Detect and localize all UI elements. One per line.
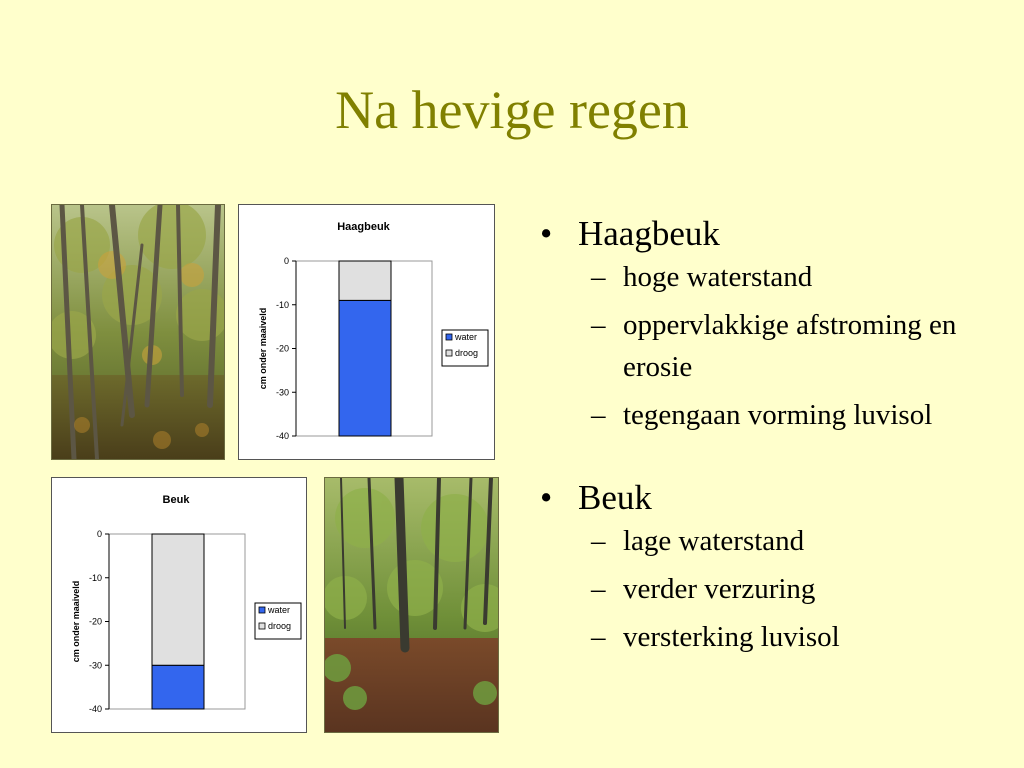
chart-title: Haagbeuk [337, 221, 390, 233]
sub-bullet: – oppervlakkige afstroming en erosie [540, 304, 1010, 388]
hornbeam-forest-photo [51, 204, 225, 460]
bullet-dot-icon: • [540, 478, 553, 517]
legend-swatch-water [446, 334, 452, 340]
bullet-haagbeuk: • Haagbeuk [540, 212, 1010, 256]
y-tick-label: -20 [275, 343, 289, 354]
legend-label: droog [268, 621, 292, 631]
legend-swatch-droog [446, 350, 452, 356]
sub-bullet: – versterking luvisol [540, 616, 1010, 658]
y-tick-label: -20 [88, 616, 102, 627]
y-tick-label: 0 [283, 256, 289, 266]
haagbeuk-chart [238, 204, 495, 460]
dash-icon: – [591, 399, 606, 431]
y-axis-label: cm onder maaiveld [71, 580, 81, 663]
beech-forest-photo [324, 477, 499, 733]
bar-segment-droog [339, 261, 391, 300]
dash-icon: – [591, 261, 606, 293]
bullet-dot-icon: • [540, 214, 553, 253]
y-tick-label: 0 [96, 529, 102, 539]
legend-label: droog [455, 348, 479, 358]
y-tick-label: -30 [88, 660, 102, 671]
bullet-list [540, 212, 1010, 658]
legend-swatch-droog [259, 623, 265, 629]
sub-bullet: – verder verzuring [540, 568, 1010, 610]
dash-icon: – [591, 309, 606, 341]
bar-segment-droog [152, 534, 204, 665]
dash-icon: – [591, 621, 606, 653]
sub-bullet: – tegengaan vorming luvisol [540, 394, 1010, 436]
dash-icon: – [591, 573, 606, 605]
beuk-chart [51, 477, 307, 733]
y-tick-label: -10 [275, 299, 289, 310]
bullet-beuk: • Beuk [540, 476, 1010, 520]
bar-segment-water [339, 300, 391, 436]
sub-bullet: – hoge waterstand [540, 256, 1010, 298]
y-tick-label: -30 [275, 387, 289, 398]
legend-label: water [455, 332, 478, 342]
legend-label: water [268, 605, 291, 615]
y-axis-label: cm onder maaiveld [258, 307, 268, 390]
legend-swatch-water [259, 607, 265, 613]
y-tick-label: -40 [275, 431, 289, 441]
bar-segment-water [152, 665, 204, 709]
sub-bullet: – lage waterstand [540, 520, 1010, 562]
y-tick-label: -40 [88, 704, 102, 714]
y-tick-label: -10 [88, 572, 102, 583]
dash-icon: – [591, 525, 606, 557]
slide-title: Na hevige regen [335, 80, 689, 140]
chart-title: Beuk [162, 494, 190, 506]
